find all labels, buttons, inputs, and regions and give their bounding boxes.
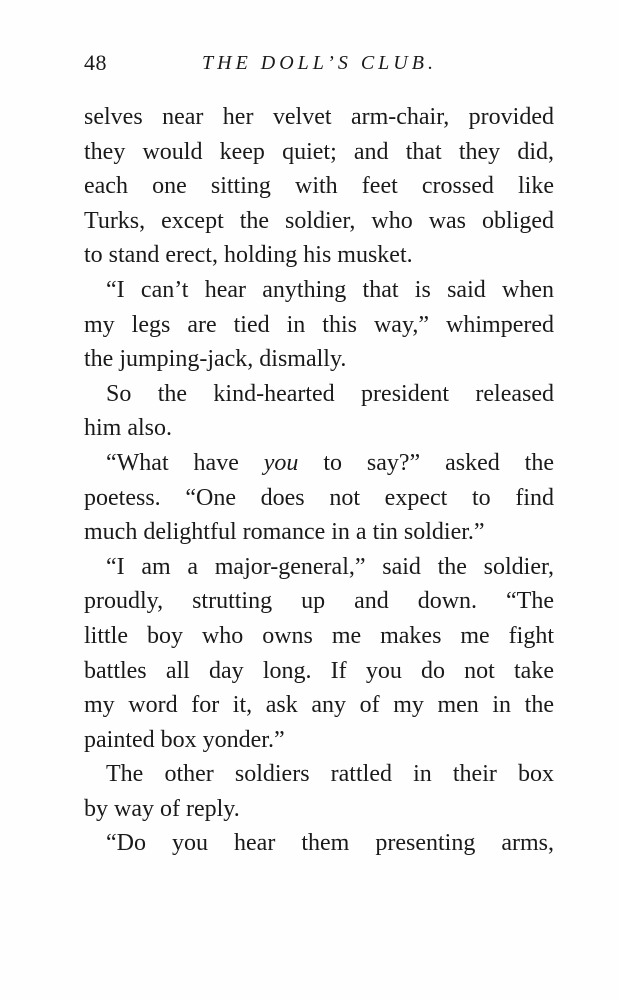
text-line-1: selves near her velvet arm-chair, provided [84, 104, 554, 130]
text-line-4: Turks, except the soldier, who was obliged [84, 207, 554, 234]
text-line-11 [84, 446, 554, 481]
text-line-17: battles all day long. If you do not take [84, 657, 554, 684]
text-line-20: The other soldiers rattled in their box [106, 761, 554, 788]
text-line-16: little boy who owns me makes me fight [84, 622, 554, 649]
text-line-3: each one sitting with feet crossed like [84, 173, 554, 200]
text-line-18: my word for it, ask any of my men in the [84, 692, 554, 719]
text-line-2: they would keep quiet; and that they did, [84, 138, 554, 165]
page-header [84, 50, 554, 80]
text-line-9: So the kind-hearted president released [106, 380, 554, 407]
text-line-11-before: “What have [106, 449, 264, 476]
text-line-22: “Do you hear them presenting arms, [106, 830, 554, 857]
text-line-13: much delightful romance in a tin soldier.” [84, 519, 485, 546]
text-line-11-emphasis: you [263, 449, 299, 476]
body-text [84, 100, 554, 861]
text-line-15: proudly, strutting up and down. “The [84, 588, 554, 615]
text-line-14: “I am a major-general,” said the soldier, [106, 553, 554, 580]
text-line-19: painted box yonder.” [84, 726, 285, 753]
text-line-6: “I can’t hear anything that is said when [106, 276, 554, 303]
running-title: THE DOLL’S CLUB. [202, 52, 437, 74]
text-line-5: to stand erect, holding his musket. [84, 242, 413, 269]
text-line-10: him also. [84, 415, 172, 442]
text-line-21: by way of reply. [84, 795, 240, 822]
text-line-8: the jumping-jack, dismally. [84, 346, 347, 373]
page-number: 48 [84, 50, 107, 75]
text-line-12: poetess. “One does not expect to find [84, 484, 554, 511]
text-line-7: my legs are tied in this way,” whimpered [84, 311, 554, 338]
text-line-11-after: to say?” asked the [298, 449, 554, 476]
